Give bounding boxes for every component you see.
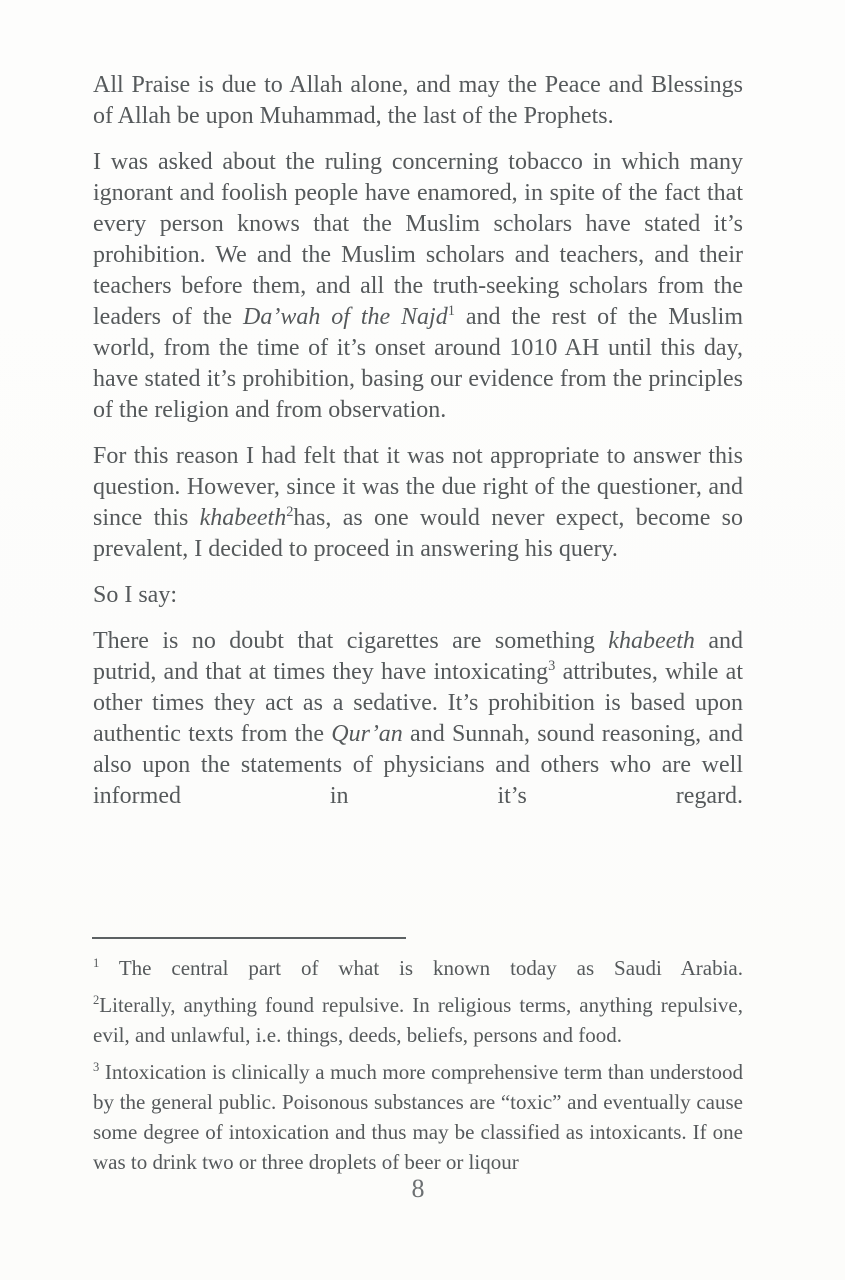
paragraph-tobacco-ruling — [93, 147, 743, 426]
page-number: 8 — [411, 1174, 425, 1203]
text-run: There is no doubt that cigarettes are something — [93, 628, 609, 654]
paragraph-so-i-say — [93, 580, 743, 611]
text-run: khabeeth — [199, 505, 287, 531]
text-run: Qur’an — [331, 721, 403, 747]
paragraph-cigarettes-khabeeth — [93, 626, 743, 812]
text-run: All Praise is due to Allah alone, and may the Peace and Blessings of Allah be upon Muhammad, the last of the Prophets. — [93, 72, 743, 129]
text-run: Da’wah of the Najd — [243, 304, 448, 330]
paragraph-reason-for-answering — [93, 441, 743, 565]
text-run: and putrid, and that at times they have intoxicating — [93, 628, 744, 685]
footnote-3 — [93, 1057, 743, 1177]
body-text — [93, 70, 743, 827]
text-run: Intoxication is clinically a much more comprehensive term than understood by the general public. Poisonous substances are “toxic” and eventually cause some degree of intoxication and thus may be classified as intoxicants. If one was to drink two or three droplets of beer or liqour — [93, 1060, 743, 1174]
footnote-ref: 2 — [93, 993, 100, 1007]
footnote-ref: 1 — [447, 303, 455, 319]
footnote-2 — [93, 990, 743, 1050]
text-run: For this reason I had felt that it was not appropriate to answer this question. However, since it was the due right of the questioner, and since this — [93, 443, 743, 531]
text-run: The central part of what is known today as Saudi Arabia. — [99, 956, 743, 980]
footnote-ref: 1 — [93, 956, 100, 970]
text-run: Literally, anything found repulsive. In religious terms, anything repulsive, evil, and unlawful, i.e. things, deeds, beliefs, persons and food. — [93, 993, 743, 1047]
text-run: has, as one would never expect, become so prevalent, I decided to proceed in answering his query. — [93, 505, 743, 562]
paragraph-opening-praise — [93, 70, 743, 132]
text-run: So I say: — [93, 582, 177, 608]
text-run: and Sunnah, sound reasoning, and also upon the statements of physicians and others who are well informed in it’s regard. — [93, 721, 743, 809]
text-run: and the rest of the Muslim world, from the time of it’s onset around 1010 AH until this day, have stated it’s prohibition, basing our evidence from the principles of the religion and from observation. — [93, 304, 743, 423]
footnote-ref: 2 — [286, 504, 294, 520]
text-run: I was asked about the ruling concerning tobacco in which many ignorant and foolish people have enamored, in spite of the fact that every person knows that the Muslim scholars have stated it’s prohibition. We and the Muslim scholars and teachers, and their teachers before them, and all the truth-seeking scholars from the leaders of the — [93, 149, 743, 330]
text-run: attributes, while at other times they act as a sedative. It’s prohibition is based upon authentic texts from the — [93, 659, 743, 747]
footnote-1 — [93, 953, 743, 983]
footnotes — [93, 953, 743, 1184]
text-run: khabeeth — [608, 628, 695, 654]
footnote-divider — [92, 937, 406, 939]
footnote-ref: 3 — [548, 658, 556, 674]
footnote-ref: 3 — [93, 1060, 100, 1074]
